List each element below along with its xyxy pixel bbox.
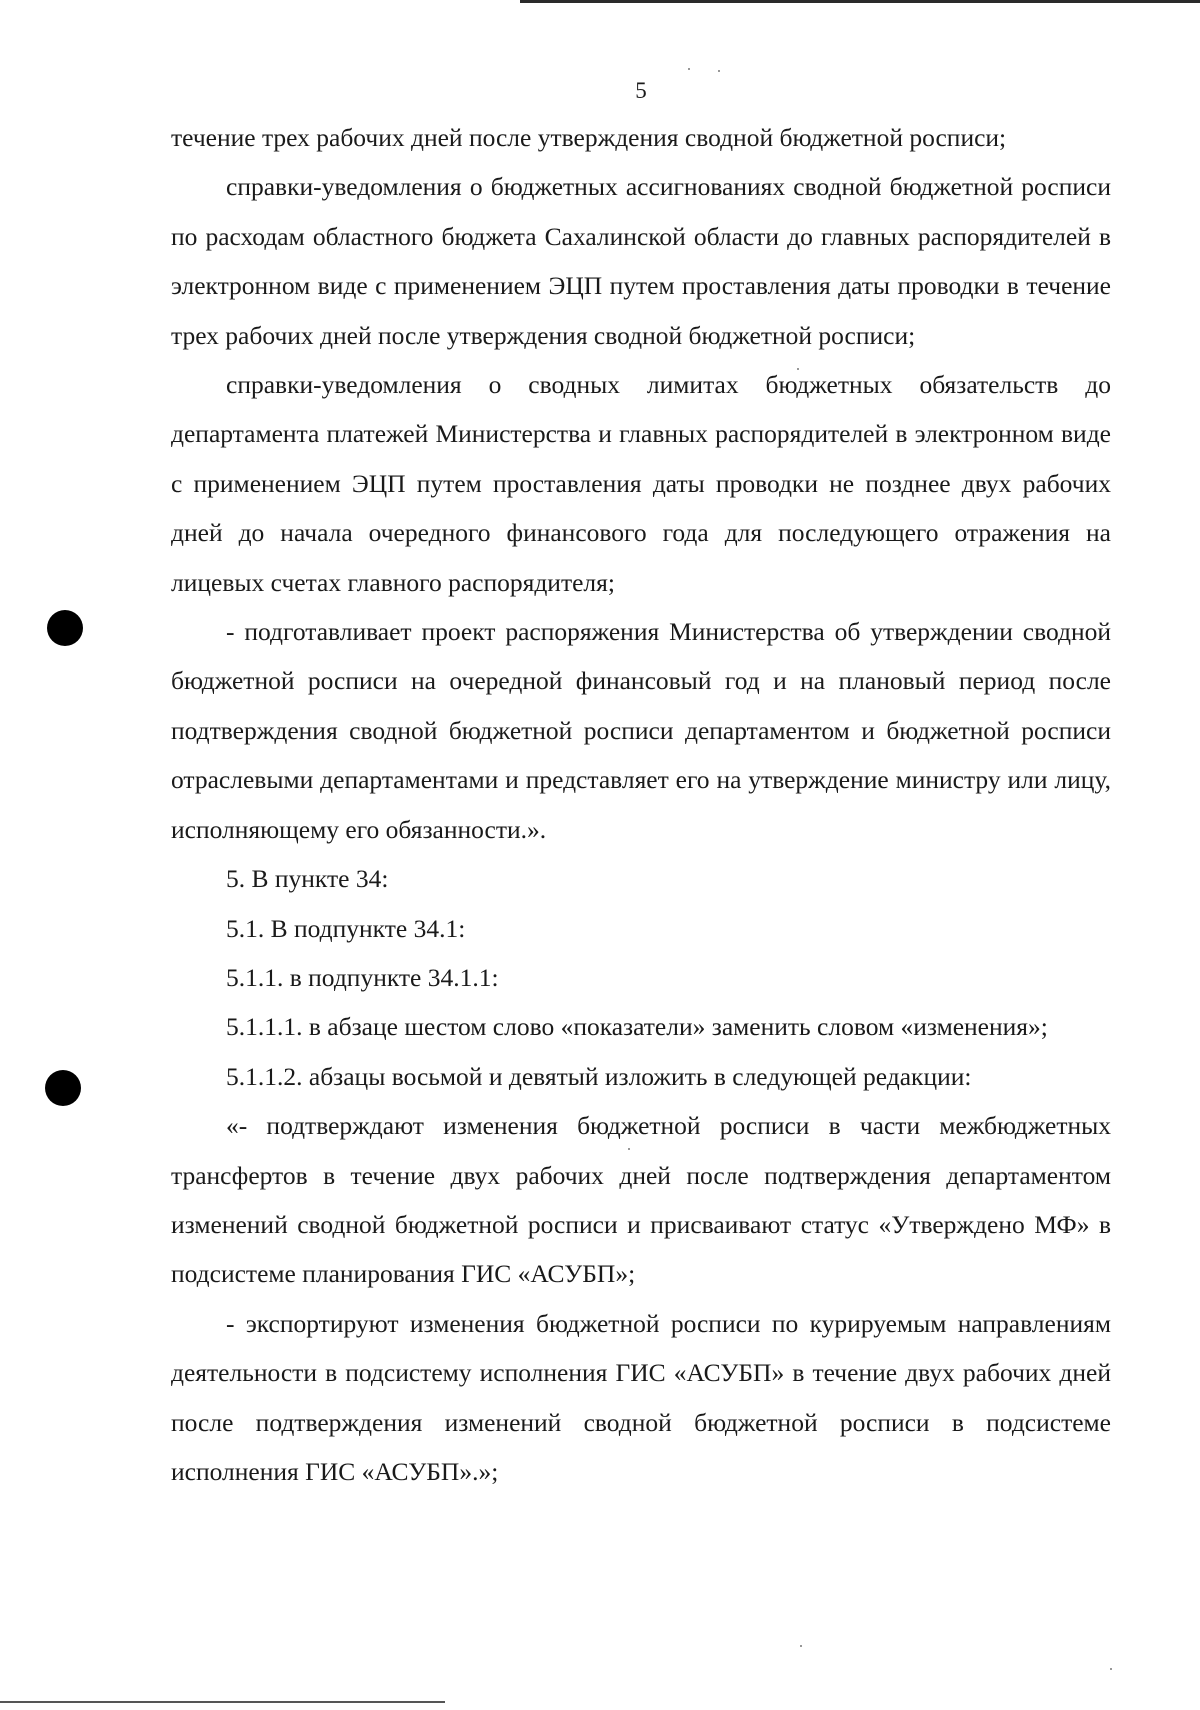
scan-edge-top (520, 0, 1200, 3)
scan-speck (800, 1645, 802, 1647)
paragraph-item-5-1-1: 5.1.1. в подпункте 34.1.1: (226, 962, 499, 992)
punch-hole-upper (47, 610, 83, 646)
paragraph-budget-limits-notice: справки-уведомления о сводных лимитах бюджетных обязательств до департамента платежей Министерства и главных распорядителей в электронном виде с применением ЭЦП путем проставления даты проводки не позднее двух рабочих дней до начала очередного финансового года для последующего отражения на лицевых счетах главного распорядителя; (171, 370, 1111, 597)
paragraph-item-5-1: 5.1. В подпункте 34.1: (226, 913, 466, 943)
paragraph-budget-allocations-notice: справки-уведомления о бюджетных ассигнованиях сводной бюджетной росписи по расходам областного бюджета Сахалинской области до главных распорядителей в электронном виде с применением ЭЦП путем проставления даты проводки в течение трех рабочих дней после утверждения сводной бюджетной росписи; (171, 172, 1111, 350)
scan-speck (718, 70, 720, 72)
punch-hole-lower (45, 1070, 81, 1106)
paragraph-item-5: 5. В пункте 34: (226, 864, 389, 894)
page-number: 5 (635, 78, 647, 103)
paragraph-quoted-export: - экспортируют изменения бюджетной росписи по курируемым направлениям деятельности в подсистему исполнения ГИС «АСУБП» в течение двух рабочих дней после подтверждения изменений сводной бюджетной росписи в подсистеме исполнения ГИС «АСУБП».»; (171, 1308, 1111, 1486)
paragraph-continuation: течение трех рабочих дней после утверждения сводной бюджетной росписи; (171, 123, 1007, 152)
paragraph-item-5-1-1-1: 5.1.1.1. в абзаце шестом слово «показатели» заменить словом «изменения»; (226, 1012, 1048, 1042)
document-body (171, 113, 1111, 1496)
scan-edge-bottom (0, 1701, 445, 1703)
paragraph-quoted-confirm: «- подтверждают изменения бюджетной росписи в части межбюджетных трансфертов в течение двух рабочих дней после подтверждения департаментом изменений сводной бюджетной росписи и присваивают статус «Утверждено МФ» в подсистеме планирования ГИС «АСУБП»; (171, 1111, 1111, 1289)
scan-speck (1110, 1668, 1112, 1670)
paragraph-item-5-1-1-2: 5.1.1.2. абзацы восьмой и девятый изложить в следующей редакции: (226, 1061, 972, 1091)
scan-speck (688, 68, 690, 70)
paragraph-order-draft: - подготавливает проект распоряжения Министерства об утверждении сводной бюджетной росписи на очередной финансовый год и на плановый период после подтверждения сводной бюджетной росписи департаментом и бюджетной росписи отраслевыми департаментами и представляет его на утверждение министру или лицу, исполняющему его обязанности.». (171, 617, 1111, 844)
